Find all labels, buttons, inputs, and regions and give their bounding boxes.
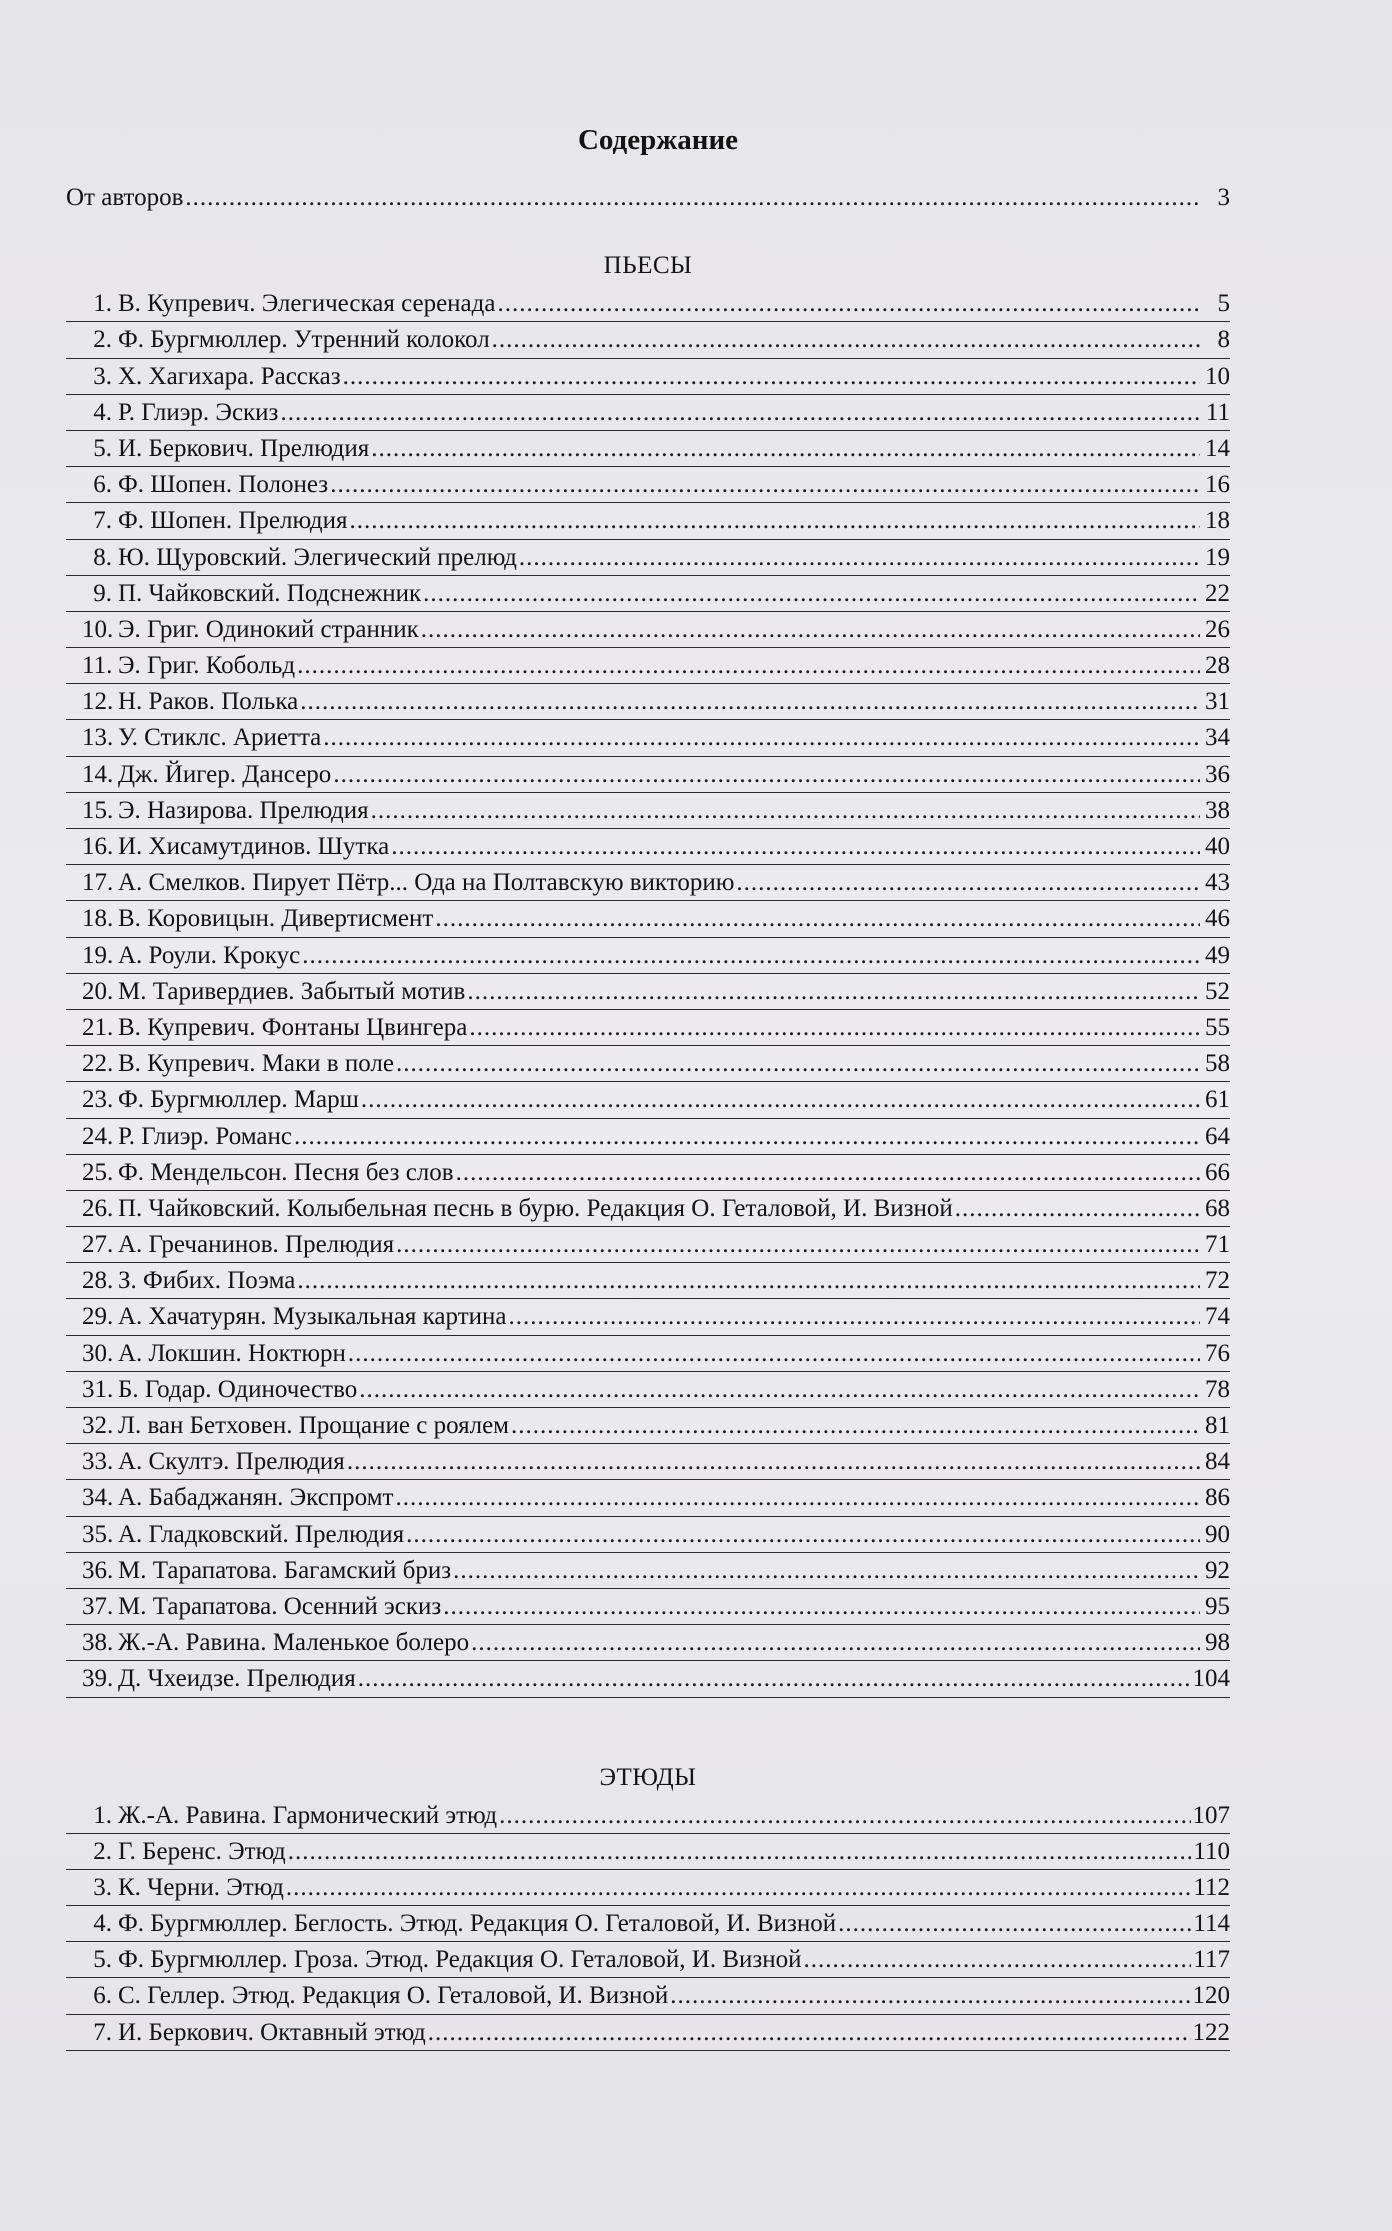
- toc-entry-number: 26.: [82, 1194, 114, 1222]
- toc-entry: [66, 1834, 1230, 1870]
- toc-entry: [66, 1227, 1230, 1263]
- leader-dots: [280, 395, 1200, 431]
- toc-entry-page: 38: [1205, 796, 1230, 824]
- toc-entry-page: 61: [1205, 1086, 1230, 1114]
- toc-entry-label: Дж. Йигер. Дансеро: [118, 760, 332, 788]
- leader-dots: [330, 467, 1200, 503]
- toc-entry: [66, 1082, 1230, 1118]
- toc-entry-number: 21.: [82, 1013, 114, 1041]
- toc-entry: [66, 1046, 1230, 1082]
- toc-entry-label: Ю. Щуровский. Элегический прелюд: [118, 543, 517, 571]
- toc-entry-number: 17.: [82, 869, 114, 897]
- toc-entry-number: 13.: [82, 724, 114, 752]
- toc-entry-label: А. Смелков. Пирует Пётр... Ода на Полтавскую викторию: [118, 869, 735, 897]
- toc-entry-number: 31.: [82, 1375, 114, 1403]
- toc-entry-label: В. Купревич. Фонтаны Цвингера: [118, 1013, 468, 1041]
- toc-entry-page: 58: [1205, 1050, 1230, 1078]
- toc-entry-label: А. Локшин. Ноктюрн: [118, 1339, 346, 1367]
- leader-dots: [294, 1119, 1200, 1155]
- leader-dots: [371, 793, 1200, 829]
- toc-entry-number: 5.: [93, 1946, 112, 1974]
- section-heading-pieces: ПЬЕСЫ: [603, 252, 693, 280]
- toc-entry-number: 4.: [93, 398, 112, 426]
- toc-entry-label: А. Хачатурян. Музыкальная картина: [118, 1303, 507, 1331]
- leader-dots: [435, 901, 1200, 937]
- toc-entry-number: 7.: [93, 2018, 112, 2046]
- section-heading-etudes: ЭТЮДЫ: [599, 1763, 697, 1791]
- toc-entry-number: 20.: [82, 977, 114, 1005]
- toc-entry-label: Н. Раков. Полька: [118, 688, 299, 716]
- toc-entry-label: А. Скултэ. Прелюдия: [118, 1448, 345, 1476]
- leader-dots: [492, 322, 1200, 358]
- toc-entry-page: 3: [1217, 184, 1230, 211]
- toc-entry-page: 46: [1205, 905, 1230, 933]
- leader-dots: [288, 1834, 1192, 1870]
- toc-entry-label: А. Бабаджанян. Экспромт: [118, 1484, 394, 1512]
- toc-entry: [66, 395, 1230, 431]
- leader-dots: [347, 1444, 1200, 1480]
- leader-dots: [185, 180, 1200, 216]
- toc-entry-page: 74: [1205, 1303, 1230, 1331]
- leader-dots: [396, 1227, 1200, 1263]
- toc-entry-label: К. Черни. Этюд: [118, 1873, 284, 1901]
- toc-entry: [66, 2015, 1230, 2051]
- toc-entry-label: Ф. Шопен. Полонез: [118, 471, 329, 499]
- toc-entry-label: Э. Назирова. Прелюдия: [118, 796, 369, 824]
- toc-entry: [66, 757, 1230, 793]
- toc-entry: [66, 648, 1230, 684]
- toc-entry-label: Э. Григ. Одинокий странник: [118, 615, 419, 643]
- toc-entry-label: Ж.-А. Равина. Маленькое болеро: [118, 1629, 470, 1657]
- leader-dots: [406, 1517, 1200, 1553]
- toc-entry-page: 55: [1205, 1013, 1230, 1041]
- toc-entry-label: В. Купревич. Маки в поле: [118, 1050, 394, 1078]
- toc-entry-number: 5.: [93, 434, 112, 462]
- leader-dots: [443, 1589, 1200, 1625]
- leader-dots: [343, 359, 1200, 395]
- toc-entry-label: Г. Беренс. Этюд: [118, 1837, 286, 1865]
- toc-entry-page: 78: [1205, 1375, 1230, 1403]
- toc-entry-label: Ф. Мендельсон. Песня без слов: [118, 1158, 454, 1186]
- toc-entry: [66, 540, 1230, 576]
- toc-entry-page: 120: [1192, 1982, 1230, 2010]
- toc-entry-number: 7.: [93, 507, 112, 535]
- leader-dots: [456, 1155, 1200, 1191]
- toc-entry: [66, 286, 1230, 322]
- toc-entry: [66, 1263, 1230, 1299]
- toc-entry: [66, 1155, 1230, 1191]
- toc-entry: [66, 1119, 1230, 1155]
- toc-entry-label: У. Стиклс. Ариетта: [118, 724, 322, 752]
- table-of-contents: [66, 118, 1230, 2051]
- page-title: Содержание: [577, 124, 739, 156]
- toc-entry: [66, 1444, 1230, 1480]
- toc-entry-label: Ф. Бургмюллер. Гроза. Этюд. Редакция О. Геталовой, И. Визной: [118, 1946, 802, 1974]
- toc-entry: [66, 938, 1230, 974]
- toc-entry: [66, 901, 1230, 937]
- toc-entry-page: 114: [1193, 1910, 1230, 1938]
- toc-entry: [66, 1372, 1230, 1408]
- toc-entry-number: 14.: [82, 760, 114, 788]
- toc-entry: [66, 1589, 1230, 1625]
- toc-entry-label: И. Беркович. Прелюдия: [118, 434, 370, 462]
- toc-entry-number: 1.: [93, 290, 112, 318]
- toc-entry-number: 11.: [82, 652, 113, 680]
- toc-entry-page: 112: [1193, 1873, 1230, 1901]
- leader-dots: [421, 612, 1200, 648]
- leader-dots: [396, 1046, 1200, 1082]
- section-pieces: [66, 286, 1230, 1697]
- toc-entry: [66, 1517, 1230, 1553]
- toc-entry-label: С. Геллер. Этюд. Редакция О. Геталовой, И. Визной: [118, 1982, 669, 2010]
- toc-entry-label: Р. Глиэр. Эскиз: [118, 398, 279, 426]
- leader-dots: [395, 1480, 1200, 1516]
- toc-entry-number: 6.: [93, 1982, 112, 2010]
- toc-entry-number: 12.: [82, 688, 114, 716]
- leader-dots: [391, 829, 1200, 865]
- toc-entry-page: 71: [1205, 1231, 1230, 1259]
- toc-entry-number: 15.: [82, 796, 114, 824]
- toc-entry-number: 35.: [82, 1520, 114, 1548]
- toc-entry-page: 72: [1205, 1267, 1230, 1295]
- toc-entry-page: 10: [1205, 362, 1230, 390]
- toc-entry: [66, 1010, 1230, 1046]
- toc-entry-label: От авторов: [66, 184, 184, 211]
- toc-entry-number: 8.: [93, 543, 112, 571]
- leader-dots: [300, 684, 1200, 720]
- toc-entry-number: 2.: [93, 326, 112, 354]
- toc-entry-page: 18: [1205, 507, 1230, 535]
- leader-dots: [358, 1661, 1191, 1697]
- toc-entry-label: П. Чайковский. Подснежник: [118, 579, 422, 607]
- toc-entry: [66, 684, 1230, 720]
- toc-entry: [66, 1906, 1230, 1942]
- toc-entry-page: 104: [1192, 1665, 1230, 1693]
- leader-dots: [670, 1978, 1190, 2014]
- toc-entry-page: 28: [1205, 652, 1230, 680]
- toc-entry-label: Ж.-А. Равина. Гармонический этюд: [118, 1801, 498, 1829]
- leader-dots: [497, 286, 1200, 322]
- toc-entry-number: 30.: [82, 1339, 114, 1367]
- leader-dots: [804, 1942, 1192, 1978]
- toc-entry: [66, 1553, 1230, 1589]
- toc-entry-label: А. Роули. Крокус: [118, 941, 301, 969]
- toc-entry: [66, 322, 1230, 358]
- toc-entry-label: З. Фибих. Поэма: [118, 1267, 296, 1295]
- toc-entry: [66, 829, 1230, 865]
- toc-entry-page: 64: [1205, 1122, 1230, 1150]
- toc-entry-number: 24.: [82, 1122, 114, 1150]
- toc-entry-page: 76: [1205, 1339, 1230, 1367]
- leader-dots: [511, 1408, 1200, 1444]
- toc-entry-label: И. Беркович. Октавный этюд: [118, 2018, 426, 2046]
- toc-entry: [66, 793, 1230, 829]
- leader-dots: [508, 1299, 1200, 1335]
- toc-entry: [66, 431, 1230, 467]
- toc-entry-page: 31: [1205, 688, 1230, 716]
- toc-entry-page: 110: [1193, 1837, 1230, 1865]
- leader-dots: [471, 1625, 1200, 1661]
- toc-entry-label: Ф. Шопен. Прелюдия: [118, 507, 348, 535]
- toc-entry-label: М. Тарапатова. Осенний эскиз: [118, 1592, 442, 1620]
- toc-entry-label: И. Хисамутдинов. Шутка: [118, 833, 390, 860]
- toc-entry-page: 84: [1205, 1448, 1230, 1476]
- toc-entry: [66, 612, 1230, 648]
- toc-entry-page: 22: [1205, 579, 1230, 607]
- leader-dots: [428, 2015, 1191, 2051]
- leader-dots: [469, 1010, 1200, 1046]
- toc-entry-label: Ф. Бургмюллер. Марш: [118, 1086, 359, 1114]
- toc-entry-label: Р. Глиэр. Романс: [118, 1122, 292, 1150]
- toc-entry-number: 18.: [82, 905, 114, 933]
- toc-entry-page: 90: [1205, 1520, 1230, 1548]
- toc-entry: [66, 1480, 1230, 1516]
- toc-entry-label: В. Коровицын. Дивертисмент: [118, 905, 434, 933]
- toc-entry-number: 1.: [93, 1801, 112, 1829]
- toc-entry-page: 5: [1217, 290, 1230, 318]
- toc-entry: [66, 1191, 1230, 1227]
- toc-entry: [66, 974, 1230, 1010]
- toc-entry: [66, 1798, 1230, 1834]
- leader-dots: [333, 757, 1200, 793]
- leader-dots: [361, 1082, 1200, 1118]
- toc-entry-number: 38.: [82, 1629, 114, 1657]
- toc-entry-page: 14: [1205, 434, 1230, 462]
- toc-entry-label: Б. Годар. Одиночество: [118, 1375, 358, 1403]
- toc-entry-label: А. Гладковский. Прелюдия: [118, 1520, 405, 1548]
- toc-entry-number: 10.: [82, 615, 114, 643]
- toc-entry-label: М. Таривердиев. Забытый мотив: [118, 977, 466, 1005]
- leader-dots: [499, 1798, 1190, 1834]
- toc-entry-label: А. Гречанинов. Прелюдия: [118, 1231, 395, 1259]
- toc-entry: [66, 467, 1230, 503]
- toc-entry-number: 19.: [82, 941, 114, 969]
- leader-dots: [371, 431, 1200, 467]
- toc-entry-number: 2.: [93, 1837, 112, 1865]
- leader-dots: [453, 1553, 1200, 1589]
- toc-entry-number: 23.: [82, 1086, 114, 1114]
- toc-entry-number: 6.: [93, 471, 112, 499]
- toc-entry: [66, 1625, 1230, 1661]
- toc-entry-number: 29.: [82, 1303, 114, 1331]
- toc-entry-page: 66: [1205, 1158, 1230, 1186]
- toc-entry-number: 22.: [82, 1050, 114, 1078]
- toc-entry: [66, 1661, 1230, 1697]
- toc-entry-page: 34: [1205, 724, 1230, 752]
- toc-entry-page: 19: [1205, 543, 1230, 571]
- leader-dots: [297, 648, 1200, 684]
- toc-entry-number: 27.: [82, 1231, 114, 1259]
- toc-entry-number: 33.: [82, 1448, 114, 1476]
- leader-dots: [519, 540, 1200, 576]
- toc-entry-number: 39.: [82, 1665, 114, 1693]
- toc-entry-number: 16.: [82, 833, 114, 860]
- toc-entry: [66, 865, 1230, 901]
- toc-entry-page: 52: [1205, 977, 1230, 1005]
- toc-entry: [66, 503, 1230, 539]
- toc-entry: [66, 576, 1230, 612]
- toc-entry-page: 16: [1205, 471, 1230, 499]
- leader-dots: [286, 1870, 1192, 1906]
- toc-entry-page: 95: [1205, 1592, 1230, 1620]
- leader-dots: [359, 1372, 1200, 1408]
- toc-entry-number: 25.: [82, 1158, 114, 1186]
- toc-entry: [66, 1978, 1230, 2014]
- leader-dots: [467, 974, 1200, 1010]
- toc-entry-label: Д. Чхеидзе. Прелюдия: [118, 1665, 356, 1693]
- toc-entry-preface: [66, 180, 1230, 216]
- toc-entry-page: 122: [1192, 2018, 1230, 2046]
- toc-entry-page: 81: [1205, 1412, 1230, 1439]
- leader-dots: [302, 938, 1200, 974]
- toc-entry-label: Ф. Бургмюллер. Беглость. Этюд. Редакция О. Геталовой, И. Визной: [118, 1910, 837, 1938]
- toc-entry-page: 92: [1205, 1556, 1230, 1584]
- leader-dots: [349, 503, 1200, 539]
- toc-entry-page: 40: [1205, 833, 1230, 860]
- leader-dots: [323, 720, 1200, 756]
- toc-entry: [66, 1336, 1230, 1372]
- leader-dots: [423, 576, 1200, 612]
- toc-entry-label: Л. ван Бетховен. Прощание с роялем: [118, 1412, 509, 1439]
- toc-entry-page: 98: [1205, 1629, 1230, 1657]
- toc-entry-number: 32.: [82, 1412, 114, 1439]
- toc-entry-label: В. Купревич. Элегическая серенада: [118, 290, 496, 318]
- toc-entry-page: 49: [1205, 941, 1230, 969]
- toc-entry-page: 11: [1205, 398, 1230, 426]
- toc-entry-page: 43: [1205, 869, 1230, 897]
- leader-dots: [736, 865, 1200, 901]
- toc-entry-page: 8: [1217, 326, 1230, 354]
- toc-entry-page: 36: [1205, 760, 1230, 788]
- toc-entry-label: Ф. Бургмюллер. Утренний колокол: [118, 326, 490, 354]
- leader-dots: [955, 1191, 1200, 1227]
- toc-entry-number: 34.: [82, 1484, 114, 1512]
- toc-entry: [66, 359, 1230, 395]
- toc-entry: [66, 1408, 1230, 1444]
- toc-entry: [66, 720, 1230, 756]
- toc-entry-number: 37.: [82, 1592, 114, 1620]
- toc-entry: [66, 1942, 1230, 1978]
- toc-entry-number: 28.: [82, 1267, 114, 1295]
- section-etudes: [66, 1798, 1230, 2051]
- leader-dots: [838, 1906, 1191, 1942]
- toc-entry-label: М. Тарапатова. Багамский бриз: [118, 1556, 452, 1584]
- toc-entry-number: 4.: [93, 1910, 112, 1938]
- toc-entry-page: 68: [1205, 1194, 1230, 1222]
- toc-entry-number: 9.: [93, 579, 112, 607]
- toc-entry-label: Э. Григ. Кобольд: [118, 652, 296, 680]
- toc-entry-page: 117: [1193, 1946, 1230, 1974]
- toc-entry-label: Х. Хагихара. Рассказ: [118, 362, 341, 390]
- toc-entry-page: 26: [1205, 615, 1230, 643]
- toc-entry-label: П. Чайковский. Колыбельная песнь в бурю. Редакция О. Геталовой, И. Визной: [118, 1194, 953, 1222]
- toc-entry-number: 3.: [93, 1873, 112, 1901]
- toc-entry: [66, 1870, 1230, 1906]
- toc-entry-page: 86: [1205, 1484, 1230, 1512]
- leader-dots: [297, 1263, 1200, 1299]
- leader-dots: [348, 1336, 1200, 1372]
- toc-entry-page: 107: [1192, 1801, 1230, 1829]
- toc-entry-number: 36.: [82, 1556, 114, 1584]
- toc-entry-number: 3.: [93, 362, 112, 390]
- toc-entry: [66, 1299, 1230, 1335]
